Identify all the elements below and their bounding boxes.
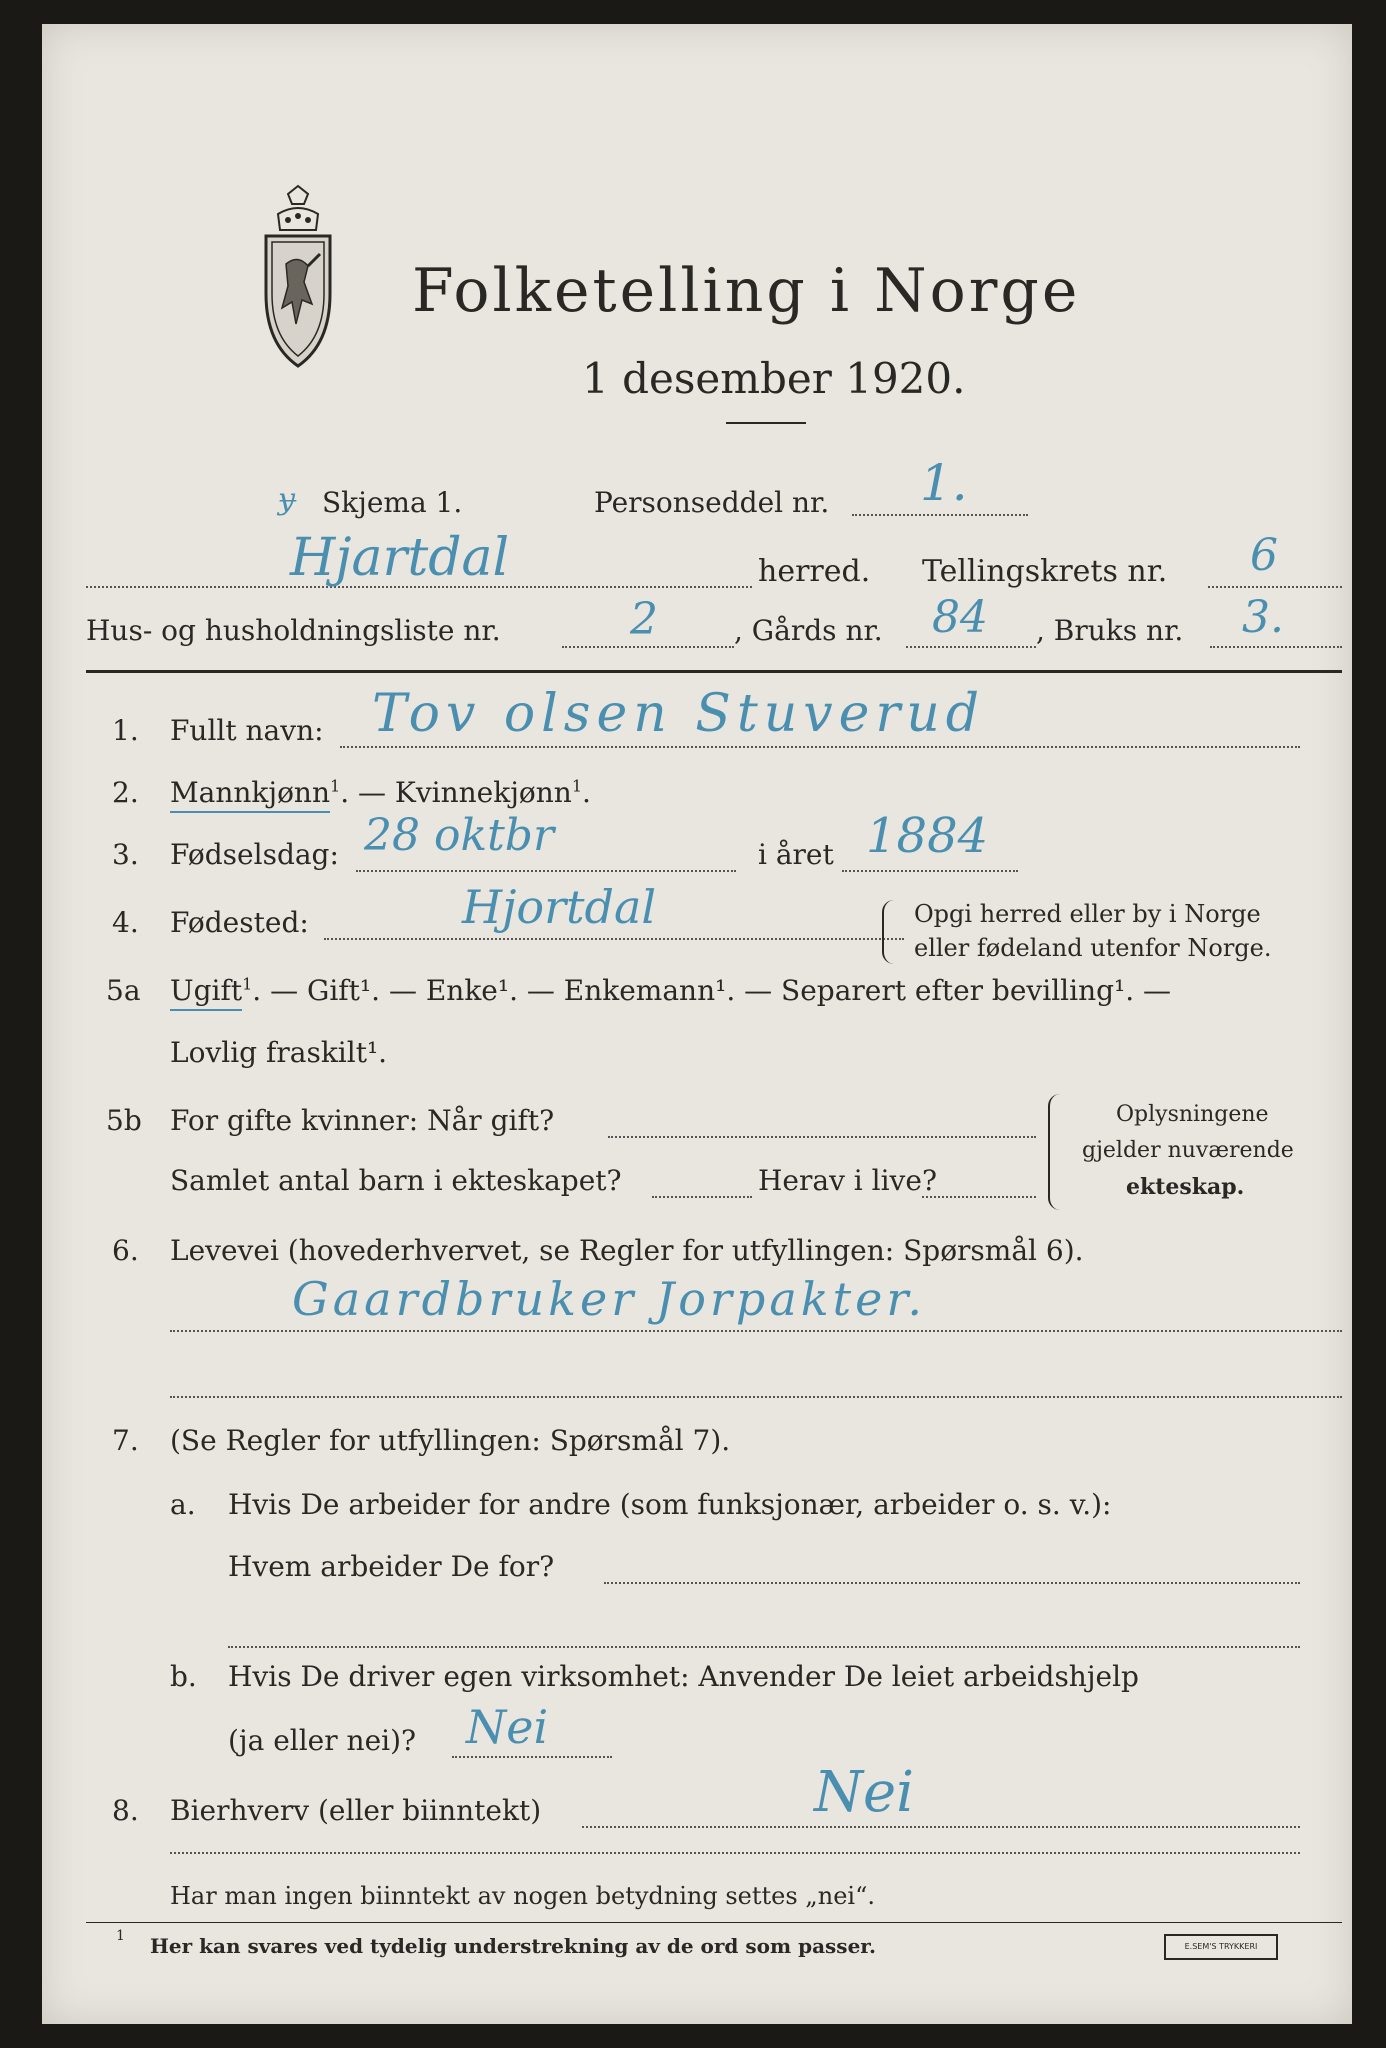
q4-number: 4. bbox=[112, 906, 139, 939]
birth-year-value[interactable]: 1884 bbox=[866, 808, 989, 864]
census-form bbox=[42, 24, 1352, 2024]
q5b-married-line[interactable] bbox=[608, 1136, 1036, 1138]
gender-options: Mannkjønn$^1$. — Kvinnekjønn$^1$. bbox=[170, 776, 591, 809]
gards-value[interactable]: 84 bbox=[932, 592, 988, 643]
q1-label: Fullt navn: bbox=[170, 714, 324, 747]
q8-line bbox=[582, 1826, 1300, 1828]
coat-of-arms-icon bbox=[248, 184, 348, 374]
title-divider bbox=[726, 422, 806, 424]
q4-note-2: eller fødeland utenfor Norge. bbox=[914, 934, 1272, 962]
q3-year-line bbox=[842, 870, 1018, 872]
footnote-number: 1 bbox=[116, 1928, 125, 1944]
gender-female-option[interactable]: Kvinnekjønn bbox=[394, 776, 572, 809]
q7-label: (Se Regler for utfyllingen: Spørsmål 7). bbox=[170, 1424, 731, 1457]
q6-number: 6. bbox=[112, 1234, 139, 1267]
section-divider bbox=[86, 670, 1342, 673]
bruks-line bbox=[1210, 646, 1342, 648]
herred-label: herred. bbox=[758, 554, 871, 589]
bruks-value[interactable]: 3. bbox=[1242, 592, 1284, 643]
q2-number: 2. bbox=[112, 776, 139, 809]
q5b-alive-line[interactable] bbox=[922, 1196, 1036, 1198]
personseddel-value[interactable]: 1. bbox=[920, 454, 968, 512]
gender-male-option[interactable]: Mannkjønn bbox=[170, 776, 330, 813]
q6-label: Levevei (hovederhvervet, se Regler for utfyllingen: Spørsmål 6). bbox=[170, 1234, 1084, 1267]
q8-number: 8. bbox=[112, 1794, 139, 1827]
printer-stamp: E.SEM'S TRYKKERI bbox=[1164, 1934, 1278, 1960]
gards-label: , Gårds nr. bbox=[734, 614, 883, 647]
q5b-brace bbox=[1048, 1094, 1070, 1210]
birthdate-value[interactable]: 28 oktbr bbox=[364, 810, 555, 861]
hired-help-value[interactable]: Nei bbox=[466, 1700, 549, 1754]
q7b-label: Hvis De driver egen virksomhet: Anvender De leiet arbeidshjelp bbox=[228, 1660, 1139, 1693]
tellingskrets-line bbox=[1208, 586, 1342, 588]
q4-note-1: Opgi herred eller by i Norge bbox=[914, 900, 1261, 928]
q7b-line bbox=[452, 1756, 612, 1758]
q7a-label: Hvis De arbeider for andre (som funksjonær, arbeider o. s. v.): bbox=[228, 1488, 1112, 1521]
q5b-note-3: ekteskap. bbox=[1126, 1174, 1245, 1200]
margin-mark: ɏ bbox=[278, 482, 295, 517]
tellingskrets-label: Tellingskrets nr. bbox=[922, 554, 1168, 589]
marital-status-options: Ugift$^1$. — Gift¹. — Enke¹. — Enkemann¹. — Separert efter bevilling¹. — bbox=[170, 974, 1171, 1007]
marital-other-options[interactable]: . — Gift¹. — Enke¹. — Enkemann¹. — Separert efter bevilling¹. — bbox=[252, 974, 1172, 1007]
marital-fraskilt-option[interactable]: Lovlig fraskilt¹. bbox=[170, 1036, 388, 1069]
marital-ugift-option[interactable]: Ugift bbox=[170, 974, 242, 1011]
q5b-label-2: Samlet antal barn i ekteskapet? bbox=[170, 1164, 622, 1197]
full-name-value[interactable]: Tov olsen Stuverud bbox=[372, 684, 986, 744]
q5b-note-2: gjelder nuværende bbox=[1082, 1138, 1294, 1163]
census-date: 1 desember 1920. bbox=[582, 354, 966, 403]
q1-line bbox=[340, 746, 1300, 748]
q8-line-2[interactable] bbox=[170, 1852, 1300, 1854]
q6-line-1 bbox=[170, 1330, 1342, 1332]
q3-label: Fødselsdag: bbox=[170, 838, 339, 871]
q7a-label-2: Hvem arbeider De for? bbox=[228, 1550, 555, 1583]
form-title: Folketelling i Norge bbox=[412, 256, 1081, 326]
q3-number: 3. bbox=[112, 838, 139, 871]
gards-line bbox=[906, 646, 1036, 648]
q7a-letter: a. bbox=[170, 1488, 196, 1521]
tellingskrets-value[interactable]: 6 bbox=[1250, 530, 1278, 581]
q8-label: Bierhverv (eller biinntekt) bbox=[170, 1794, 542, 1827]
q7a-employer-line[interactable] bbox=[604, 1582, 1300, 1584]
q3-year-label: i året bbox=[758, 838, 834, 871]
q5a-number: 5a bbox=[106, 974, 141, 1007]
footer-divider bbox=[86, 1922, 1342, 1923]
side-income-value[interactable]: Nei bbox=[814, 1760, 915, 1825]
personseddel-line bbox=[852, 514, 1028, 516]
personseddel-label: Personseddel nr. bbox=[594, 486, 830, 519]
q5b-label-3: Herav i live? bbox=[758, 1164, 937, 1197]
q7b-letter: b. bbox=[170, 1660, 197, 1693]
q7-number: 7. bbox=[112, 1424, 139, 1457]
q5b-children-line[interactable] bbox=[652, 1196, 752, 1198]
q5b-note-1: Oplysningene bbox=[1116, 1102, 1269, 1127]
birthplace-value[interactable]: Hjortdal bbox=[462, 880, 657, 934]
q7b-label-2: (ja eller nei)? bbox=[228, 1724, 417, 1757]
footer-note: Har man ingen biinntekt av nogen betydning settes „nei“. bbox=[170, 1882, 875, 1910]
q5b-number: 5b bbox=[106, 1104, 142, 1137]
herred-value[interactable]: Hjartdal bbox=[290, 528, 510, 588]
footnote-text: Her kan svares ved tydelig understrekning av de ord som passer. bbox=[150, 1934, 876, 1958]
hus-label: Hus- og husholdningsliste nr. bbox=[86, 614, 501, 647]
q4-brace bbox=[882, 900, 908, 964]
q4-line bbox=[324, 938, 904, 940]
hus-line bbox=[562, 646, 734, 648]
occupation-value[interactable]: Gaardbruker Jorpakter. bbox=[292, 1272, 926, 1326]
hus-value[interactable]: 2 bbox=[630, 594, 658, 645]
bruks-label: , Bruks nr. bbox=[1036, 614, 1184, 647]
skjema-label: Skjema 1. bbox=[322, 486, 463, 519]
q3-line bbox=[356, 870, 736, 872]
q5b-label-1: For gifte kvinner: Når gift? bbox=[170, 1104, 555, 1137]
q7a-employer-line-2[interactable] bbox=[228, 1646, 1300, 1648]
q4-label: Fødested: bbox=[170, 906, 309, 939]
q6-line-2[interactable] bbox=[170, 1396, 1342, 1398]
q1-number: 1. bbox=[112, 714, 139, 747]
